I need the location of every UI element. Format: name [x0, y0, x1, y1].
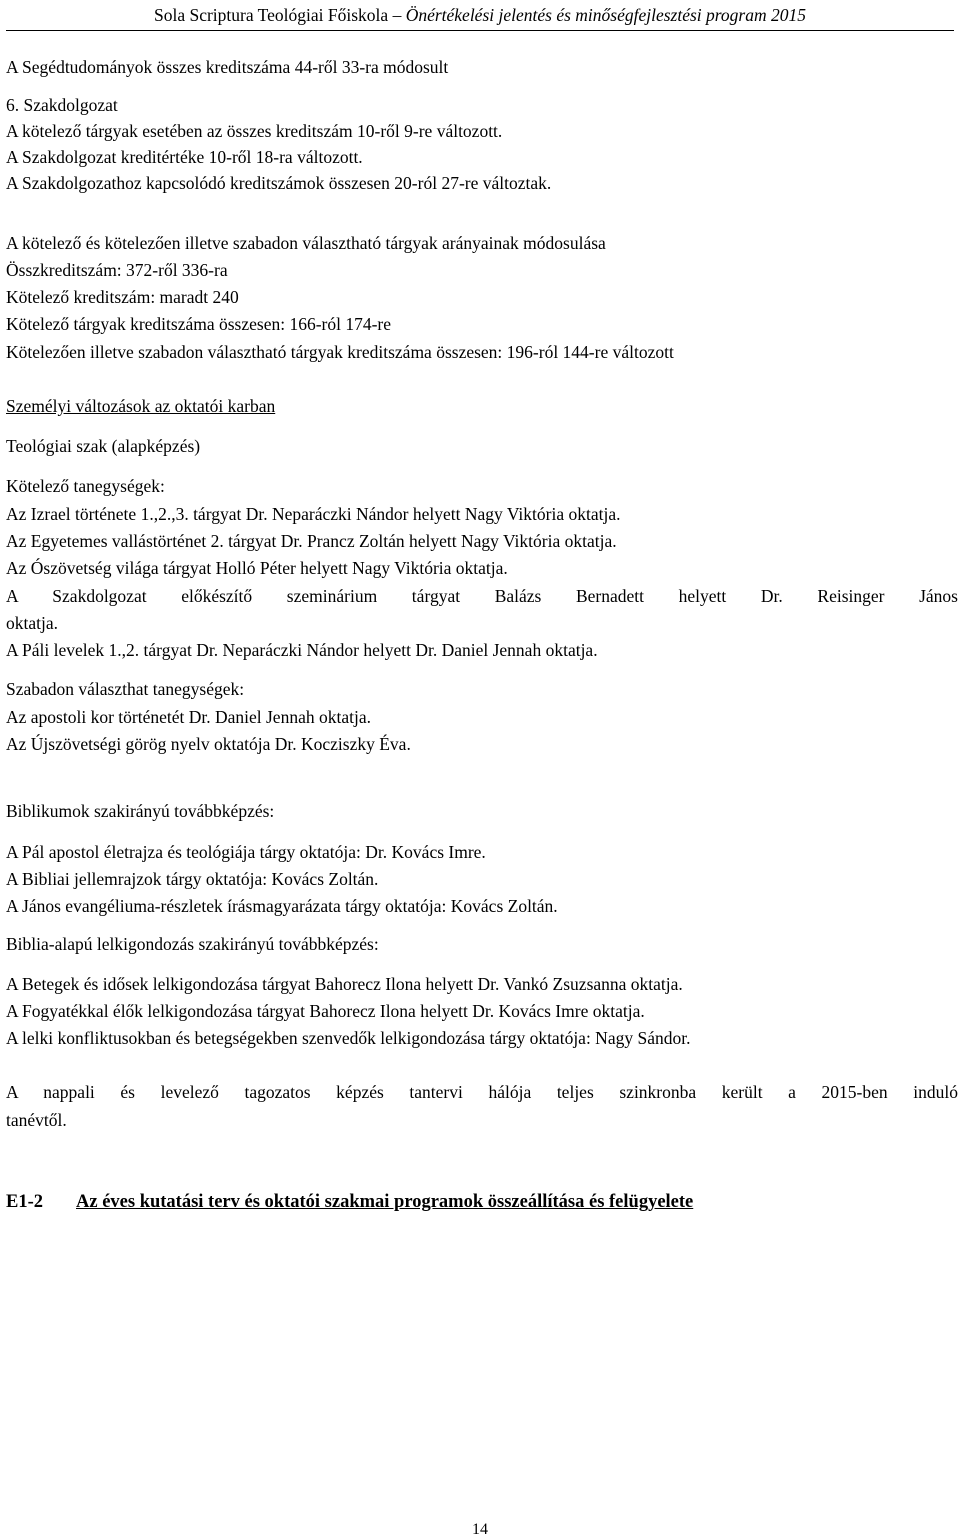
list-item: Az Ószövetség világa tárgyat Holló Péter helyett Nagy Viktória oktatja.: [6, 558, 508, 578]
header-institution: Sola Scriptura Teológiai Főiskola: [153, 5, 389, 25]
list-item: Az Újszövetségi görög nyelv oktatója Dr. Kocziszky Éva.: [6, 734, 411, 754]
list-item-continuation: oktatja.: [6, 613, 58, 633]
paragraph: Kötelező tárgyak kreditszáma összesen: 166-ról 174-re: [6, 314, 392, 334]
program-heading: Biblia-alapú lelkigondozás szakirányú továbbképzés:: [6, 934, 379, 954]
paragraph: A Segédtudományok összes kreditszáma 44-ről 33-ra módosult: [6, 57, 449, 77]
subsection-heading: 6. Szakdolgozat: [6, 95, 118, 115]
paragraph: A Szakdolgozat kreditértéke 10-ről 18-ra változott.: [6, 147, 363, 167]
list-item: A János evangéliuma-részletek írásmagyarázata tárgy oktatója: Kovács Zoltán.: [6, 896, 558, 916]
paragraph: A nappali és levelező tagozatos képzés tantervi hálója teljes szinkronba került a 2015-ben induló: [6, 1082, 958, 1102]
paragraph-heading: A kötelező és kötelezően illetve szabadon választható tárgyak arányainak módosulása: [6, 233, 606, 253]
page-number: 14: [472, 1521, 488, 1538]
list-item: A lelki konfliktusokban és betegségekben szenvedők lelkigondozása tárgy oktatója: Nagy Sándor.: [6, 1028, 691, 1048]
list-item: A Szakdolgozat előkészítő szeminárium tárgyat Balázs Bernadett helyett Dr. Reisinger János: [6, 586, 958, 606]
list-item: A Pál apostol életrajza és teológiája tárgy oktatója: Dr. Kovács Imre.: [6, 842, 486, 862]
paragraph: Összkreditszám: 372-ről 336-ra: [6, 260, 228, 280]
paragraph: Kötelező kreditszám: maradt 240: [6, 287, 239, 307]
program-heading: Biblikumok szakirányú továbbképzés:: [6, 801, 275, 821]
program-heading: Teológiai szak (alapképzés): [6, 436, 201, 456]
section-title: Az éves kutatási terv és oktatói szakmai programok összeállítása és felügyelete: [76, 1192, 694, 1212]
section-heading: [6, 1189, 693, 1215]
list-item: Az Egyetemes vallástörténet 2. tárgyat Dr. Prancz Zoltán helyett Nagy Viktória oktatja.: [6, 531, 617, 551]
paragraph: A kötelező tárgyak esetében az összes kreditszám 10-ről 9-re változott.: [6, 121, 503, 141]
staff-changes-heading: Személyi változások az oktatói karban: [6, 396, 276, 416]
list-item: A Páli levelek 1.,2. tárgyat Dr. Neparáczki Nándor helyett Dr. Daniel Jennah oktatja.: [6, 640, 598, 660]
list-item: Az Izrael története 1.,2.,3. tárgyat Dr. Neparáczki Nándor helyett Nagy Viktória oktatja.: [6, 504, 621, 524]
list-item: A Fogyatékkal élők lelkigondozása tárgyat Bahorecz Ilona helyett Dr. Kovács Imre oktatja.: [6, 1001, 645, 1021]
list-item: Az apostoli kor történetét Dr. Daniel Jennah oktatja.: [6, 707, 371, 727]
list-heading: Szabadon választhat tanegységek:: [6, 679, 245, 699]
paragraph-continuation: tanévtől.: [6, 1110, 67, 1130]
list-heading: Kötelező tanegységek:: [6, 476, 165, 496]
page-header: Sola Scriptura Teológiai Főiskola – Önértékelési jelentés és minőségfejlesztési program 2015: [6, 2, 954, 31]
list-item: A Bibliai jellemrajzok tárgy oktatója: Kovács Zoltán.: [6, 869, 379, 889]
paragraph: Kötelezően illetve szabadon választható tárgyak kreditszáma összesen: 196-ról 144-re változott: [6, 342, 674, 362]
list-item: A Betegek és idősek lelkigondozása tárgyat Bahorecz Ilona helyett Dr. Vankó Zsuzsanna oktatja.: [6, 974, 683, 994]
header-document-title: Önértékelési jelentés és minőségfejlesztési program 2015: [405, 5, 806, 25]
paragraph: A Szakdolgozathoz kapcsolódó kreditszámok összesen 20-ról 27-re változtak.: [6, 173, 552, 193]
section-number: E1-2: [6, 1192, 43, 1212]
